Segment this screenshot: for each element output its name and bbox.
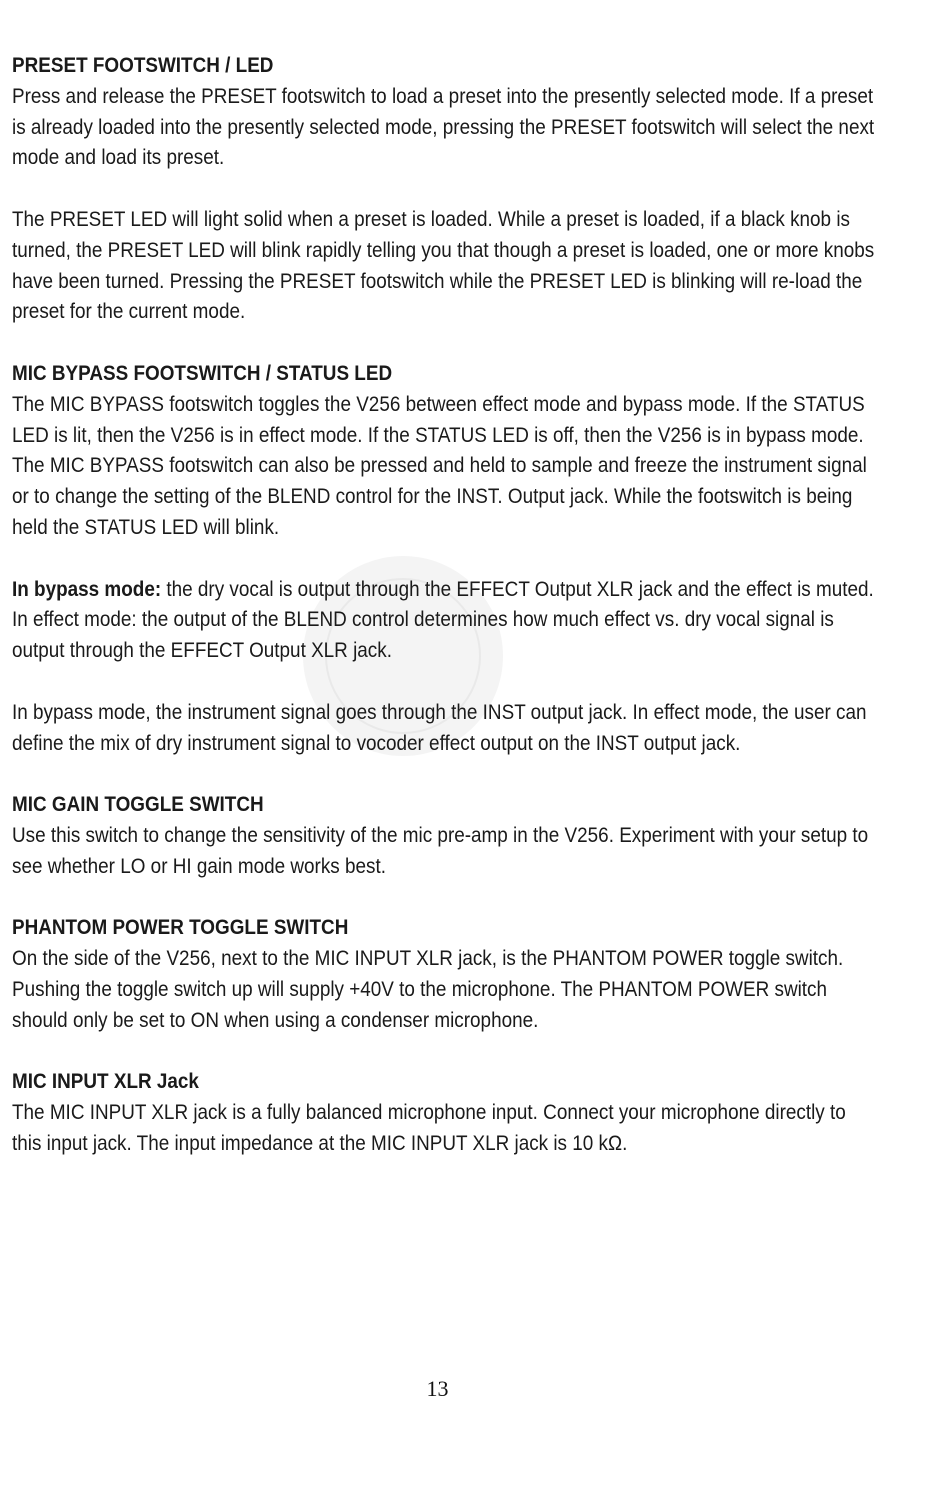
bypass-mode-lead: In bypass mode: [12,577,162,601]
bypass-mode-text: the dry vocal is output through the EFFECT Output XLR jack and the effect is muted. In effect mode: the output of the BLEND control determines how much effect vs. dry vocal signal is output through the EFFECT Output XLR jack. [12,577,874,663]
section-heading-mic-input: MIC INPUT XLR Jack [12,1070,199,1094]
mic-gain-paragraph: Use this switch to change the sensitivity of the mic pre-amp in the V256. Experiment with your setup to see whether LO or HI gain mode works best. [12,823,869,878]
preset-paragraph-1: Press and release the PRESET footswitch to load a preset into the presently selected mode. If a preset is already loaded into the presently selected mode, pressing the PRESET footswitch will select the next mode and load its preset. [12,84,875,170]
mic-input-paragraph: The MIC INPUT XLR jack is a fully balanced microphone input. Connect your microphone directly to this input jack. The input impedance at the MIC INPUT XLR jack is 10 kΩ. [12,1101,846,1155]
phantom-power-paragraph: On the side of the V256, next to the MIC INPUT XLR jack, is the PHANTOM POWER toggle switch. Pushing the toggle switch up will supply +40V to the microphone. The PHANTOM POWER switch should only be set to ON when using a condenser microphone. [12,947,844,1032]
page-number: 13 [426,1376,449,1401]
section-heading-mic-gain: MIC GAIN TOGGLE SWITCH [12,793,264,817]
mic-bypass-paragraph-1: The MIC BYPASS footswitch toggles the V256 between effect mode and bypass mode. If the STATUS LED is lit, then the V256 is in effect mode. If the STATUS LED is off, then the V256 is in bypass mode. The MIC BYPASS footswitch can also be pressed and held to sample and freeze the instrument signal or to change the setting of the BLEND control for the INST. Output jack. While the footswitch is being held the STATUS LED will blink. [12,392,867,539]
inst-output-paragraph: In bypass mode, the instrument signal goes through the INST output jack. In effect mode, the user can define the mix of dry instrument signal to vocoder effect output on the INST output jack. [12,700,867,755]
bypass-mode-paragraph [12,575,880,667]
preset-paragraph-2: The PRESET LED will light solid when a preset is loaded. While a preset is loaded, if a black knob is turned, the PRESET LED will blink rapidly telling you that though a preset is loaded, one or more knobs have been turned. Pressing the PRESET footswitch while the PRESET LED is blinking will re-load the preset for the current mode. [12,207,875,324]
manual-page-body [12,51,880,1160]
section-heading-phantom-power: PHANTOM POWER TOGGLE SWITCH [12,916,349,940]
section-heading-preset: PRESET FOOTSWITCH / LED [12,54,274,77]
section-heading-mic-bypass: MIC BYPASS FOOTSWITCH / STATUS LED [12,361,393,385]
